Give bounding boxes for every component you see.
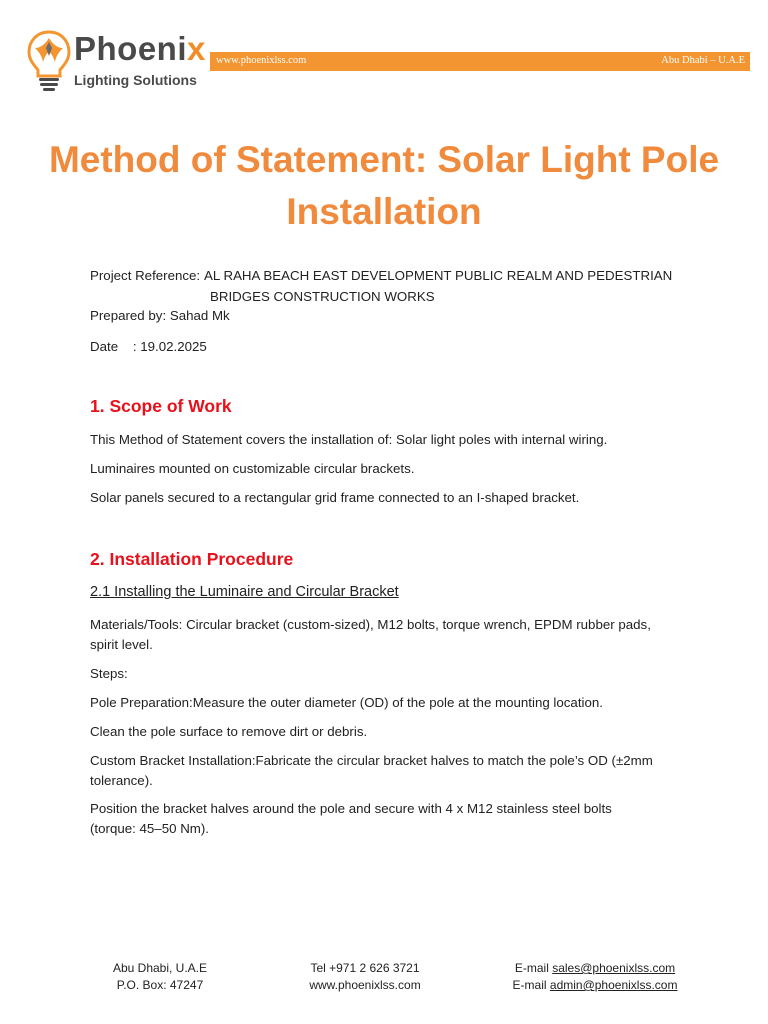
step-custom-bracket: Custom Bracket Installation:Fabricate the circular bracket halves to match the pole’s OD (±2mm tolerance). xyxy=(90,753,653,788)
brand-name-main: Phoeni xyxy=(74,30,188,67)
phoenix-bulb-icon xyxy=(26,26,72,92)
footer-emails xyxy=(500,960,690,994)
brand-name xyxy=(74,30,206,68)
footer-contact xyxy=(290,960,440,994)
materials-tools: Materials/Tools: Circular bracket (custom-sized), M12 bolts, torque wrench, EPDM rubber pads, spirit level. xyxy=(90,617,651,652)
document-title: Method of Statement: Solar Light Pole Installation xyxy=(48,139,720,232)
brand-name-x: x xyxy=(187,30,206,67)
header-website: www.phoenixlss.com xyxy=(216,55,307,66)
footer-email-admin xyxy=(500,977,690,994)
admin-email-link[interactable]: admin@phoenixlss.com xyxy=(549,978,678,992)
footer-email-label: E-mail xyxy=(512,978,547,992)
footer-address-line1: Abu Dhabi, U.A.E xyxy=(112,961,208,975)
steps-label: Steps: xyxy=(90,666,128,681)
project-reference-label: Project Reference: xyxy=(90,268,201,283)
section-heading-scope: 1. Scope of Work xyxy=(90,396,232,416)
project-reference-line2: BRIDGES CONSTRUCTION WORKS xyxy=(210,289,435,304)
step-clean-surface: Clean the pole surface to remove dirt or debris. xyxy=(90,724,368,739)
footer-address-line2: P.O. Box: 47247 xyxy=(116,978,204,992)
section-heading-procedure: 2. Installation Procedure xyxy=(90,549,294,569)
footer-email-sales xyxy=(500,960,690,977)
header-bar xyxy=(210,52,750,71)
scope-paragraph-2: Luminaires mounted on customizable circular brackets. xyxy=(90,461,415,476)
project-reference-line1: AL RAHA BEACH EAST DEVELOPMENT PUBLIC REALM AND PEDESTRIAN xyxy=(204,268,673,283)
scope-paragraph-3: Solar panels secured to a rectangular grid frame connected to an I-shaped bracket. xyxy=(90,490,580,505)
subsection-heading-luminaire: 2.1 Installing the Luminaire and Circular Bracket xyxy=(90,584,399,600)
footer-website: www.phoenixlss.com xyxy=(309,978,421,992)
footer-email-label: E-mail xyxy=(514,961,549,975)
document-date: Date : 19.02.2025 xyxy=(90,339,207,354)
header-location: Abu Dhabi – U.A.E xyxy=(661,55,745,66)
footer-telephone: Tel +971 2 626 3721 xyxy=(310,961,420,975)
step-position-bracket: Position the bracket halves around the pole and secure with 4 x M12 stainless steel bolts (torque: 45–50 Nm). xyxy=(90,801,612,836)
prepared-by: Prepared by: Sahad Mk xyxy=(90,308,230,323)
company-logo xyxy=(24,24,214,94)
scope-paragraph-1: This Method of Statement covers the installation of: Solar light poles with internal wiring. xyxy=(90,432,608,447)
step-pole-preparation: Pole Preparation:Measure the outer diameter (OD) of the pole at the mounting location. xyxy=(90,695,603,710)
brand-subtitle: Lighting Solutions xyxy=(74,72,197,88)
footer-address xyxy=(100,960,220,994)
sales-email-link[interactable]: sales@phoenixlss.com xyxy=(552,961,676,975)
